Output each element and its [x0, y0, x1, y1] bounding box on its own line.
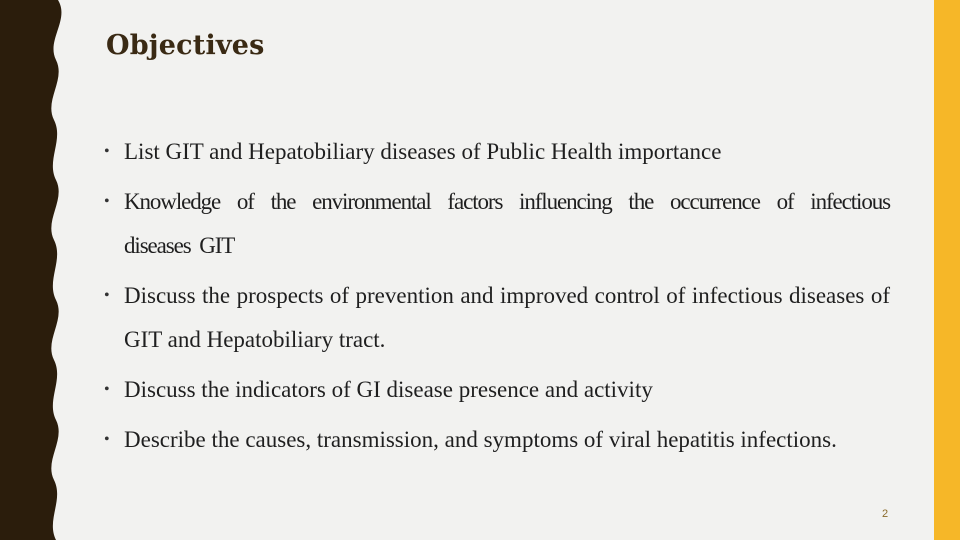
- list-item: [104, 368, 890, 412]
- bullet-text: Discuss the indicators of GI disease presence and activity: [124, 377, 653, 402]
- objectives-list: [104, 130, 890, 468]
- bullet-icon: •: [104, 431, 110, 448]
- bullet-text: Discuss the prospects of prevention and improved control of infectious diseases of GIT and Hepatobiliary tract.: [124, 283, 890, 352]
- bullet-icon: •: [104, 193, 109, 210]
- accent-bar: [934, 0, 960, 540]
- page-number: 2: [882, 508, 889, 520]
- list-item: [104, 180, 890, 268]
- bullet-icon: •: [104, 381, 110, 398]
- slide-title: Objectives: [106, 30, 265, 61]
- bullet-text: Describe the causes, transmission, and symptoms of viral hepatitis infections.: [124, 427, 837, 452]
- right-gap: [926, 0, 934, 540]
- list-item: [104, 130, 890, 174]
- bullet-icon: •: [104, 287, 110, 304]
- bullet-text: List GIT and Hepatobiliary diseases of Public Health importance: [124, 139, 722, 164]
- bullet-text: Knowledge of the environmental factors influencing the occurrence of infectious diseases GIT: [124, 189, 890, 258]
- list-item: [104, 418, 890, 462]
- wavy-left-border: [0, 0, 80, 540]
- bullet-icon: •: [104, 143, 110, 160]
- list-item: [104, 274, 890, 362]
